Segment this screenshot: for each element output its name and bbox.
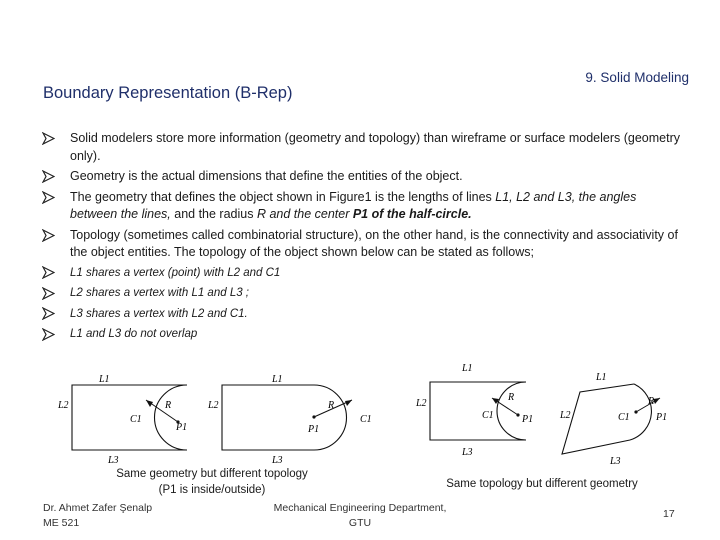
topology-text: L1 shares a vertex (point) with L2 and C1 (70, 266, 281, 279)
label-l1: L1 (272, 374, 283, 385)
arrow-bullet-icon (42, 307, 55, 320)
label-l3: L3 (108, 455, 119, 466)
footer-dept: Mechanical Engineering Department, (273, 502, 447, 514)
figure-shape-4 (548, 364, 678, 472)
arrow-bullet-icon (42, 132, 55, 145)
arrow-bullet-icon (42, 287, 55, 300)
label-l2: L2 (560, 410, 571, 421)
chapter-label: 9. Solid Modeling (585, 70, 689, 85)
label-r: R (648, 396, 655, 407)
label-p1: P1 (176, 422, 188, 433)
topology-text: L2 shares a vertex with L1 and L3 ; (70, 287, 249, 300)
topology-item (42, 265, 682, 281)
label-r: R (165, 400, 172, 411)
arrow-bullet-icon (42, 328, 55, 341)
bullet-item (42, 189, 682, 224)
arrow-bullet-icon (42, 229, 55, 242)
bullet-list (42, 130, 682, 347)
footer-univ: GTU (348, 517, 372, 529)
label-p1: P1 (522, 414, 534, 425)
footer-course: ME 521 (43, 517, 80, 529)
bullet-text-bold-italic: P1 of the half-circle. (352, 207, 472, 221)
label-c1: C1 (482, 410, 494, 421)
label-r: R (328, 400, 335, 411)
footer-author: Dr. Ahmet Zafer Şenalp (43, 502, 153, 514)
bullet-text-italic: L1, L2 and L3, the angles between the lines, (70, 189, 637, 221)
label-l3: L3 (462, 447, 473, 458)
topology-item (42, 306, 682, 322)
label-c1: C1 (618, 412, 630, 423)
page-number: 17 (663, 508, 675, 520)
topology-text: L3 shares a vertex with L2 and C1. (70, 307, 248, 320)
bullet-item (42, 130, 682, 165)
figure-shape-2 (202, 372, 377, 467)
footer-dept-block (240, 501, 480, 531)
bullet-item (42, 227, 682, 262)
topology-item (42, 326, 682, 342)
footer-author-block (43, 501, 152, 531)
label-l1: L1 (596, 372, 607, 383)
arrow-bullet-icon (42, 170, 55, 183)
slide-title: Boundary Representation (B-Rep) (43, 84, 293, 102)
bullet-text: Geometry is the actual dimensions that define the entities of the object. (70, 169, 463, 183)
label-l1: L1 (99, 374, 110, 385)
arrow-bullet-icon (42, 266, 55, 279)
label-c1: C1 (360, 414, 372, 425)
bullet-text: and the radius (170, 207, 257, 221)
bullet-text: Solid modelers store more information (geometry and topology) than wireframe or surface modelers (geometry only). (70, 131, 680, 163)
label-l3: L3 (610, 456, 621, 467)
label-l1: L1 (462, 363, 473, 374)
label-p1: P1 (656, 412, 668, 423)
bullet-text: The geometry that defines the object shown in Figure1 is the lengths of lines (70, 189, 496, 204)
bullet-item (42, 168, 682, 186)
figure-shape-1 (52, 372, 202, 467)
figure-shape-3 (410, 360, 550, 472)
label-l2: L2 (416, 398, 427, 409)
label-r: R (508, 392, 515, 403)
label-l2: L2 (208, 400, 219, 411)
arrow-bullet-icon (42, 191, 55, 204)
label-c1: C1 (130, 414, 142, 425)
label-p1: P1 (308, 424, 320, 435)
caption-right: Same topology but different geometry (446, 478, 638, 490)
topology-text: L1 and L3 do not overlap (70, 328, 198, 341)
label-l3: L3 (272, 455, 283, 466)
caption-left (92, 466, 332, 498)
topology-item (42, 285, 682, 301)
bullet-text: Topology (sometimes called combinatorial structure), on the other hand, is the connectivity and associativity of the object entities. The topology of the object shown below can be stated as follows; (70, 227, 678, 259)
label-l2: L2 (58, 400, 69, 411)
caption-left-line1: Same geometry but different topology (116, 468, 308, 480)
bullet-text-italic: R and the center (256, 207, 353, 221)
caption-left-line2: (P1 is inside/outside) (158, 484, 266, 496)
